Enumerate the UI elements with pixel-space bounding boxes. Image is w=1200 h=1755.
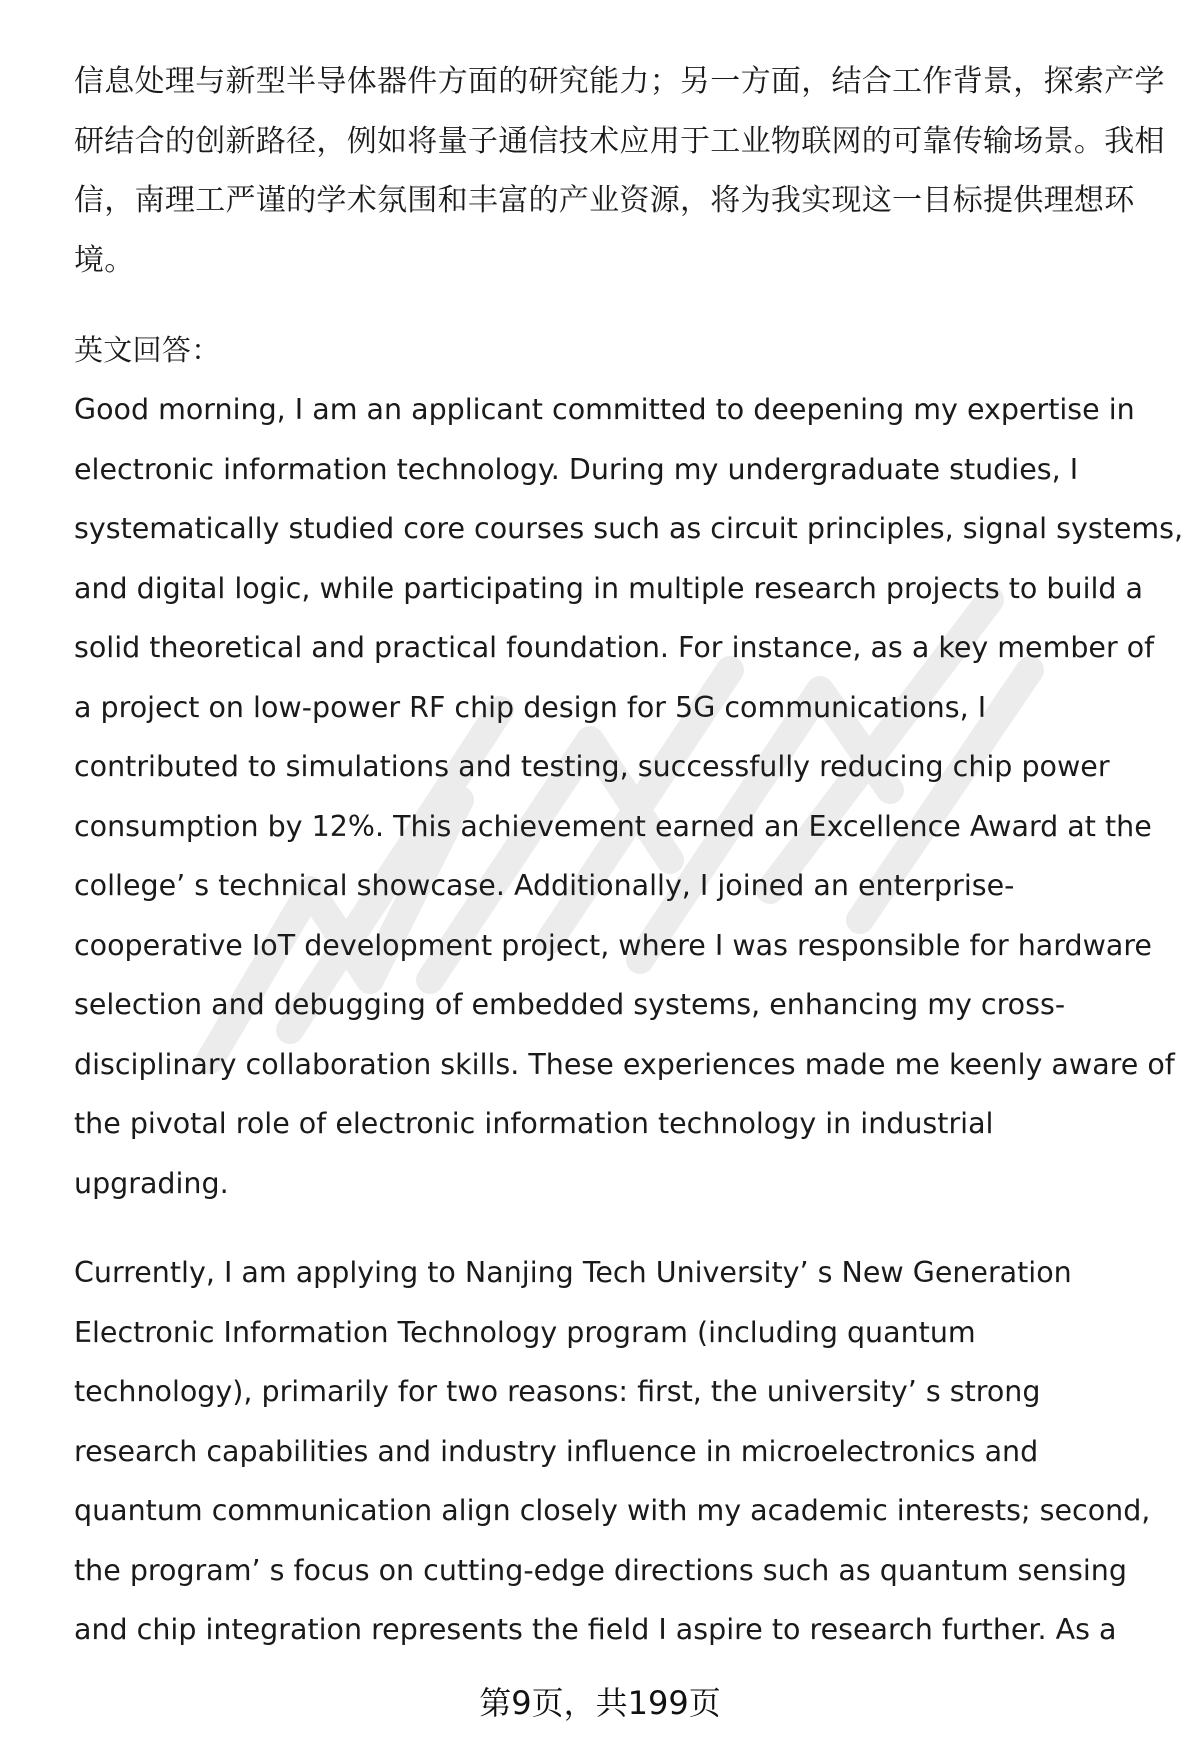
text-line: consumption by 12%. This achievement earned an Excellence Award at the: [74, 809, 1152, 843]
text-line: the pivotal role of electronic information technology in industrial: [74, 1107, 994, 1140]
text-line: technology), primarily for two reasons: first, the university’ s strong: [74, 1375, 1041, 1408]
chinese-paragraph: [74, 52, 1164, 290]
english-paragraph-2: [74, 1243, 1164, 1660]
text-line: 研结合的创新路径，例如将量子通信技术应用于工业物联网的可靠传输场景。我相: [74, 123, 1165, 159]
text-line: Electronic Information Technology program (including quantum: [74, 1315, 976, 1349]
text-line: research capabilities and industry influence in microelectronics and: [74, 1434, 1039, 1468]
text-line: contributed to simulations and testing, successfully reducing chip power: [74, 750, 1110, 783]
page-content: [74, 52, 1184, 1660]
text-line: cooperative IoT development project, where I was responsible for hardware: [74, 928, 1152, 962]
paragraph-spacer: [74, 1213, 1164, 1243]
text-line: the program’ s focus on cutting-edge directions such as quantum sensing: [74, 1553, 1127, 1587]
page-number: 第9页，共199页: [479, 1684, 721, 1722]
text-line: quantum communication align closely with my academic interests; second,: [74, 1494, 1151, 1527]
text-line: and chip integration represents the field I aspire to research further. As a: [74, 1613, 1117, 1646]
text-line: solid theoretical and practical foundation. For instance, as a key member of: [74, 631, 1155, 664]
english-paragraph-1: [74, 380, 1184, 1213]
text-line: Currently, I am applying to Nanjing Tech University’ s New Generation: [74, 1256, 1072, 1289]
text-line: selection and debugging of embedded systems, enhancing my cross-: [74, 988, 1066, 1021]
text-line: electronic information technology. During my undergraduate studies, I: [74, 452, 1079, 486]
text-line: 信息处理与新型半导体器件方面的研究能力；另一方面，结合工作背景，探索产学: [74, 64, 1165, 99]
text-line: college’ s technical showcase. Additionally, I joined an enterprise-: [74, 869, 1015, 902]
text-line: a project on low-power RF chip design for 5G communications, I: [74, 690, 987, 724]
text-line: disciplinary collaboration skills. These experiences made me keenly aware of: [74, 1047, 1175, 1081]
text-line: upgrading.: [74, 1166, 229, 1200]
text-line: and digital logic, while participating in multiple research projects to build a: [74, 571, 1144, 605]
text-line: Good morning, I am an applicant committed to deepening my expertise in: [74, 393, 1135, 426]
section-heading: 英文回答：: [74, 333, 221, 367]
text-line: 境。: [74, 242, 135, 278]
text-line: systematically studied core courses such as circuit principles, signal systems,: [74, 512, 1184, 545]
text-line: 信，南理工严谨的学术氛围和丰富的产业资源，将为我实现这一目标提供理想环: [74, 183, 1135, 218]
paragraph-spacer: [74, 290, 1164, 320]
